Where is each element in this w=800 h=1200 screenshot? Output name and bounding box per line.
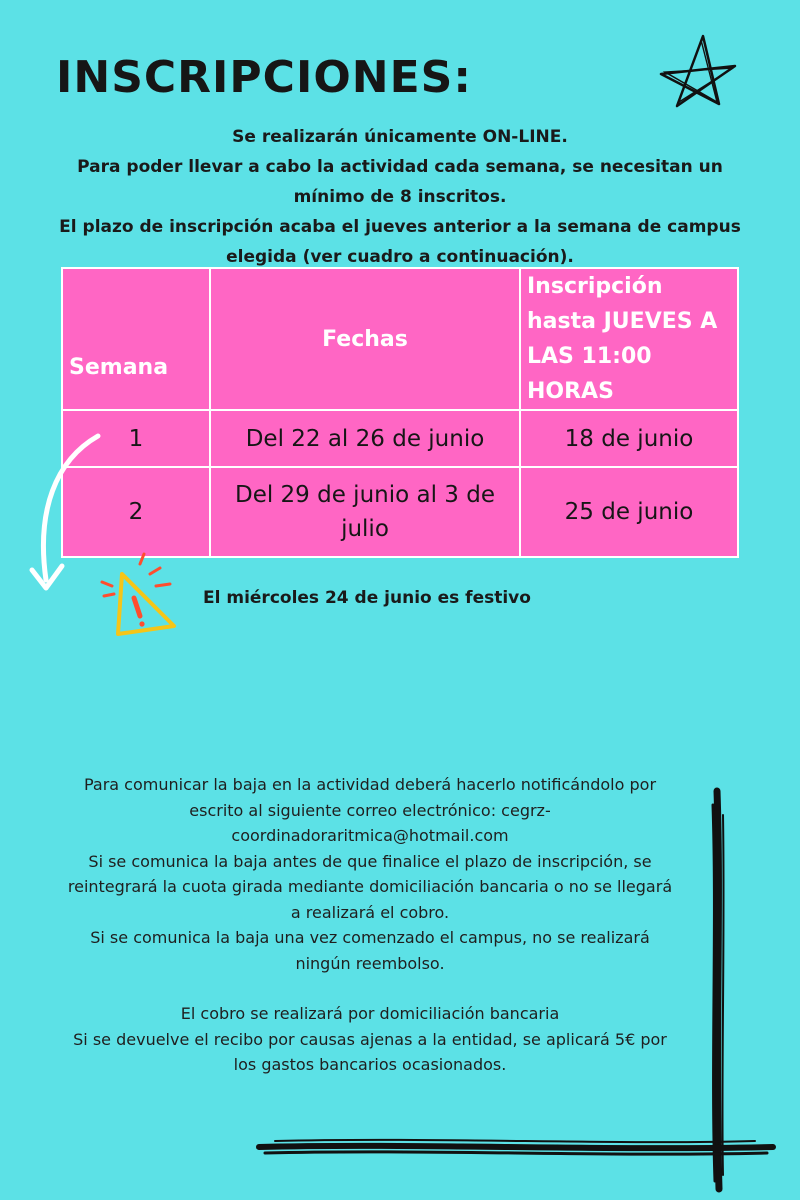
header-semana: Semana <box>62 268 210 410</box>
intro-line: El plazo de inscripción acaba el jueves anterior a la semana de campus <box>59 217 741 237</box>
notes-line: coordinadoraritmica@hotmail.com <box>231 826 509 845</box>
festivo-notice: El miércoles 24 de junio es festivo <box>203 588 531 608</box>
schedule-table <box>61 267 739 558</box>
intro-line: Se realizarán únicamente ON-LINE. <box>232 127 568 147</box>
header-fechas: Fechas <box>210 268 520 410</box>
intro-line: mínimo de 8 inscritos. <box>293 187 507 207</box>
notes-line: Si se comunica la baja una vez comenzado el campus, no se realizará <box>90 928 650 947</box>
cell-hasta: 25 de junio <box>520 467 738 557</box>
brush-frame-decoration <box>255 785 785 1195</box>
cell-fechas: Del 22 al 26 de junio <box>210 410 520 467</box>
cell-fechas: Del 29 de junio al 3 de julio <box>210 467 520 557</box>
notes-line: Para comunicar la baja en la actividad deberá hacerlo notificándolo por <box>83 775 657 794</box>
cell-hasta: 18 de junio <box>520 410 738 467</box>
page-title: INSCRIPCIONES: <box>56 52 472 103</box>
notes-line: a realizará el cobro. <box>290 902 450 922</box>
notes-line: escrito al siguiente correo electrónico: cegrz- <box>189 800 551 820</box>
cell-semana: 1 <box>62 410 210 467</box>
notes-line: Si se devuelve el recibo por causas ajenas a la entidad, se aplicará 5€ por <box>73 1029 667 1049</box>
notes-line: los gastos bancarios ocasionados. <box>233 1055 507 1074</box>
table-row <box>62 410 738 467</box>
notes-line: ningún reembolso. <box>295 953 445 973</box>
star-doodle-icon <box>655 32 745 110</box>
header-inscripcion-hasta: Inscripción hasta JUEVES A LAS 11:00 HORAS <box>520 268 738 410</box>
warning-icon <box>100 552 182 642</box>
intro-line: elegida (ver cuadro a continuación). <box>226 247 574 267</box>
intro-line: Para poder llevar a cabo la actividad cada semana, se necesitan un <box>77 157 723 177</box>
notes-line: Si se comunica la baja antes de que finalice el plazo de inscripción, se <box>88 851 652 871</box>
notes-line: reintegrará la cuota girada mediante domiciliación bancaria o no se llegará <box>67 877 673 896</box>
intro-text <box>20 122 780 272</box>
table-header-row <box>62 268 738 410</box>
table-row <box>62 467 738 557</box>
notes-line: El cobro se realizará por domiciliación bancaria <box>180 1004 560 1023</box>
cell-semana: 2 <box>62 467 210 557</box>
